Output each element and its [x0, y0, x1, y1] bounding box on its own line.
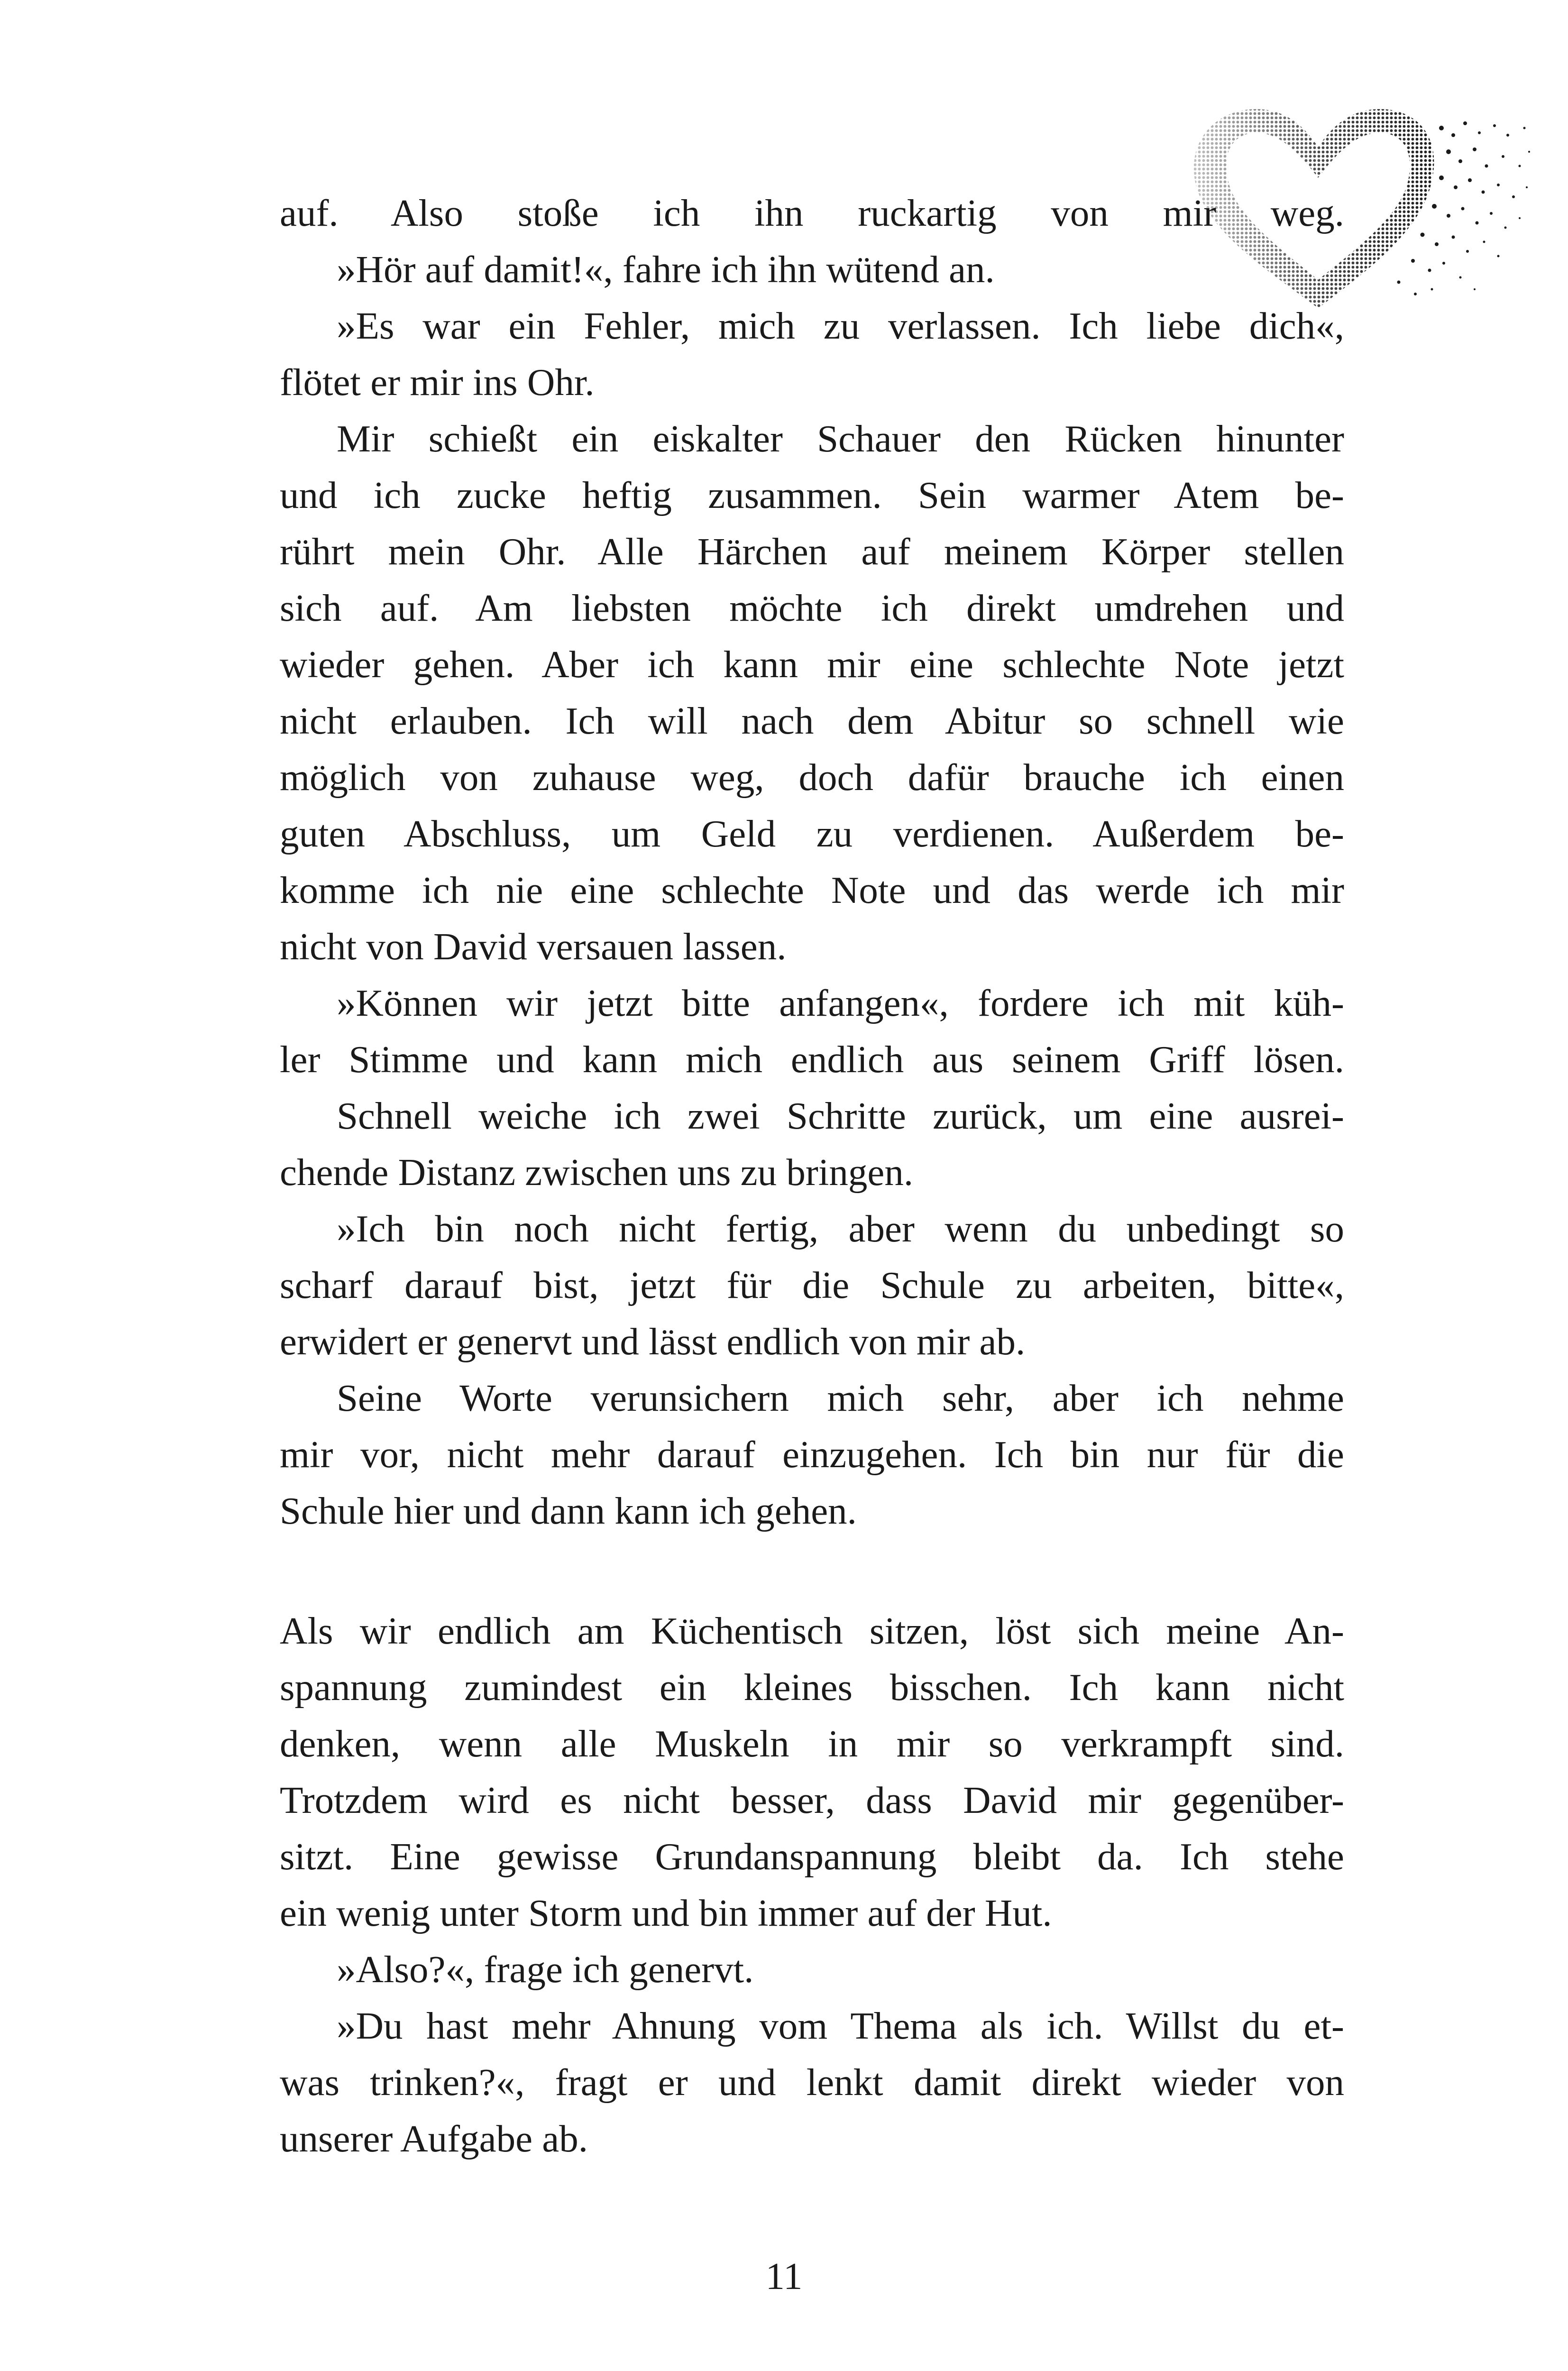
- text-line: auf. Also stoße ich ihn ruckartig von mir weg.: [280, 192, 1344, 234]
- text-line: sich auf. Am liebsten möchte ich direkt umdrehen und: [280, 587, 1344, 629]
- text-block-1: [280, 185, 1344, 1539]
- text-line: nicht von David versauen lassen.: [280, 925, 787, 968]
- text-line: »Hör auf damit!«, fahre ich ihn wütend an.: [337, 248, 995, 291]
- text-line: spannung zumindest ein kleines bisschen. Ich kann nicht: [280, 1666, 1344, 1709]
- text-line: wieder gehen. Aber ich kann mir eine schlechte Note jetzt: [280, 643, 1344, 686]
- text-block-2: [280, 1603, 1344, 2167]
- text-line: »Ich bin noch nicht fertig, aber wenn du unbedingt so: [337, 1207, 1344, 1250]
- text-line: Mir schießt ein eiskalter Schauer den Rücken hinunter: [337, 417, 1344, 460]
- text-line: möglich von zuhause weg, doch dafür brauche ich einen: [280, 756, 1344, 799]
- text-line: flötet er mir ins Ohr.: [280, 361, 595, 404]
- text-line: erwidert er genervt und lässt endlich von mir ab.: [280, 1320, 1026, 1363]
- text-line: ler Stimme und kann mich endlich aus seinem Griff lösen.: [280, 1038, 1344, 1081]
- text-line: rührt mein Ohr. Alle Härchen auf meinem Körper stellen: [280, 530, 1344, 573]
- text-line: Seine Worte verunsichern mich sehr, aber ich nehme: [337, 1377, 1344, 1419]
- text-line: »Du hast mehr Ahnung vom Thema als ich. Willst du et-: [337, 2004, 1344, 2047]
- text-line: »Es war ein Fehler, mich zu verlassen. Ich liebe dich«,: [337, 304, 1344, 347]
- text-line: komme ich nie eine schlechte Note und das werde ich mir: [280, 869, 1344, 911]
- text-line: mir vor, nicht mehr darauf einzugehen. Ich bin nur für die: [280, 1433, 1344, 1476]
- text-line: ein wenig unter Storm und bin immer auf der Hut.: [280, 1892, 1052, 1934]
- text-line: unserer Aufgabe ab.: [280, 2117, 588, 2160]
- text-line: sitzt. Eine gewisse Grundanspannung bleibt da. Ich stehe: [280, 1835, 1344, 1878]
- text-line: was trinken?«, fragt er und lenkt damit direkt wieder von: [280, 2061, 1344, 2104]
- text-line: Als wir endlich am Küchentisch sitzen, löst sich meine An-: [280, 1609, 1344, 1652]
- text-line: chende Distanz zwischen uns zu bringen.: [280, 1151, 914, 1194]
- text-line: guten Abschluss, um Geld zu verdienen. Außerdem be-: [280, 812, 1344, 855]
- text-line: scharf darauf bist, jetzt für die Schule zu arbeiten, bitte«,: [280, 1264, 1344, 1306]
- page-number: 11: [765, 2255, 803, 2297]
- text-line: nicht erlauben. Ich will nach dem Abitur so schnell wie: [280, 699, 1344, 742]
- text-line: und ich zucke heftig zusammen. Sein warmer Atem be-: [280, 474, 1344, 516]
- text-line: Schnell weiche ich zwei Schritte zurück, um eine ausrei-: [337, 1094, 1344, 1137]
- text-line: »Können wir jetzt bitte anfangen«, fordere ich mit küh-: [337, 982, 1344, 1024]
- text-line: Schule hier und dann kann ich gehen.: [280, 1489, 857, 1532]
- text-line: »Also?«, frage ich genervt.: [337, 1948, 754, 1991]
- text-line: denken, wenn alle Muskeln in mir so verkrampft sind.: [280, 1722, 1344, 1765]
- text-line: Trotzdem wird es nicht besser, dass David mir gegenüber-: [280, 1779, 1344, 1821]
